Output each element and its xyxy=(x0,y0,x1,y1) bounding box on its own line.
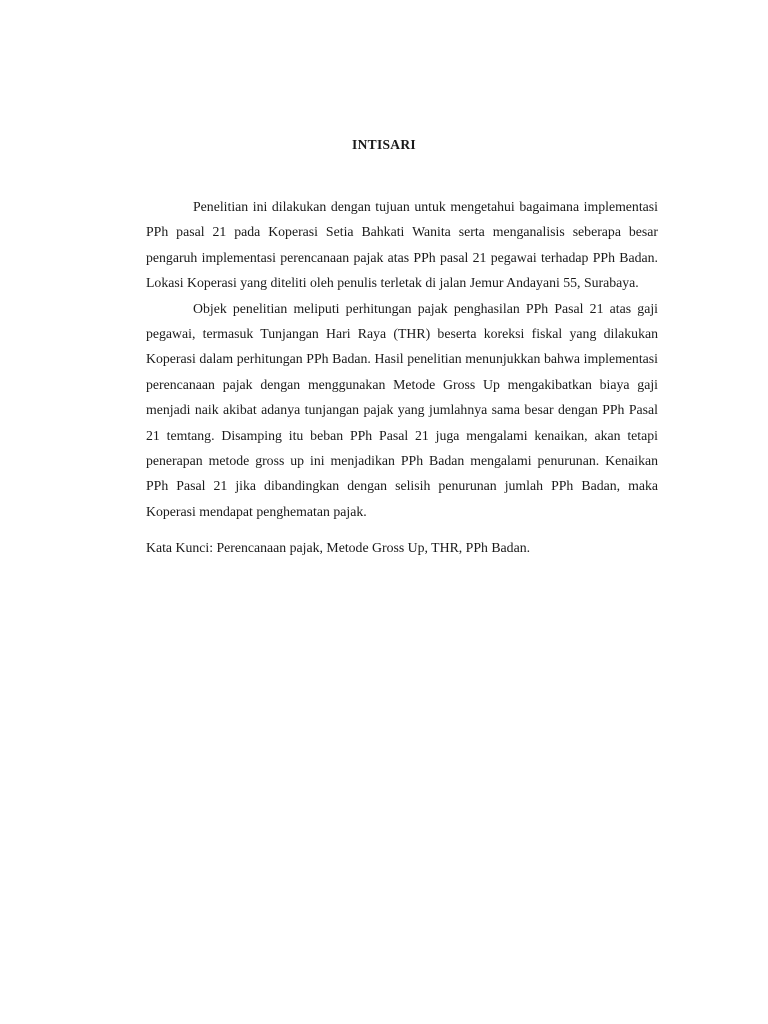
keywords-line: Kata Kunci: Perencanaan pajak, Metode Gross Up, THR, PPh Badan. xyxy=(146,540,531,556)
abstract-body xyxy=(146,194,658,561)
abstract-paragraph-1: Penelitian ini dilakukan dengan tujuan untuk mengetahui bagaimana implementasi PPh pasal 21 pada Koperasi Setia Bahkati Wanita serta menganalisis seberapa besar pengaruh implementasi perencanaan pajak atas PPh pasal 21 pegawai terhadap PPh Badan. Lokasi Koperasi yang diteliti oleh penulis terletak di jalan Jemur Andayani 55, Surabaya. xyxy=(146,199,658,291)
page-title: INTISARI xyxy=(352,137,416,152)
abstract-paragraph-2: Objek penelitian meliputi perhitungan pajak penghasilan PPh Pasal 21 atas gaji pegawai, termasuk Tunjangan Hari Raya (THR) beserta koreksi fiskal yang dilakukan Koperasi dalam perhitungan PPh Badan. Hasil penelitian menunjukkan bahwa implementasi perencanaan pajak dengan menggunakan Metode Gross Up mengakibatkan biaya gaji menjadi naik akibat adanya tunjangan pajak yang jumlahnya sama besar dengan PPh Pasal 21 temtang. Disamping itu beban PPh Pasal 21 juga mengalami kenaikan, akan tetapi penerapan metode gross up ini menjadikan PPh Badan mengalami penurunan. Kenaikan PPh Pasal 21 jika dibandingkan dengan selisih penurunan jumlah PPh Badan, maka Koperasi mendapat penghematan pajak. xyxy=(146,300,658,519)
